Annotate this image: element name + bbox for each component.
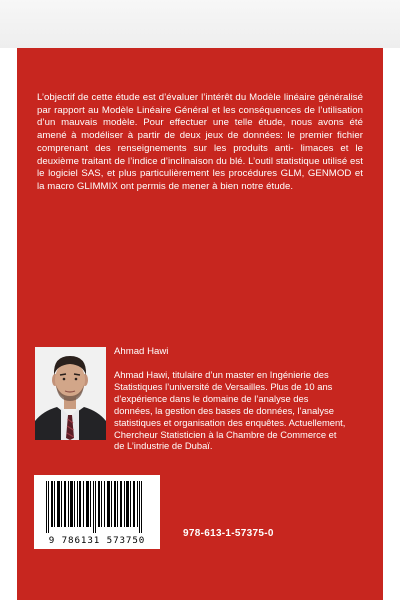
author-photo — [35, 347, 106, 440]
book-summary: L’objectif de cette étude est d’évaluer l’intérêt du Modèle linéaire généralisé par rapport au Modèle Linéaire Général et les conséquences de l’utilisation d’un mauvais modèle. Pour effectuer une telle étude, nous avons été amené à modéliser à partir de deux jeux de données: le premier fichier comprenant des renseignements sur les produits anti- limaces et le deuxième traitant de l’indice d’inclinaison du blé. L’outil statistique utilisé est le logiciel SAS, et plus particulièrement les procédures GLM, GENMOD et la macro GLIMMIX ont permis de mener à bien notre étude. — [37, 92, 363, 192]
isbn-barcode — [34, 475, 160, 549]
author-portrait-image — [35, 347, 106, 440]
back-cover — [17, 48, 383, 600]
barcode-bars — [39, 481, 155, 533]
page-background-strip — [0, 0, 400, 48]
author-name: Ahmad Hawi — [114, 346, 169, 357]
isbn-number: 978-613-1-57375-0 — [183, 528, 274, 539]
barcode-digits: 9 786131 573750 — [48, 535, 146, 546]
author-biography: Ahmad Hawi, titulaire d’un master en Ingénierie des Statistiques l’université de Versailles. Plus de 10 ans d’expérience dans le domaine de l’analyse des données, la gestion des bases de données, l’analyse statistiques et organisation des enquêtes. Actuellement, Chercheur Statisticien à la Chambre de Commerce et de L’industrie de Dubaï. — [114, 369, 346, 452]
